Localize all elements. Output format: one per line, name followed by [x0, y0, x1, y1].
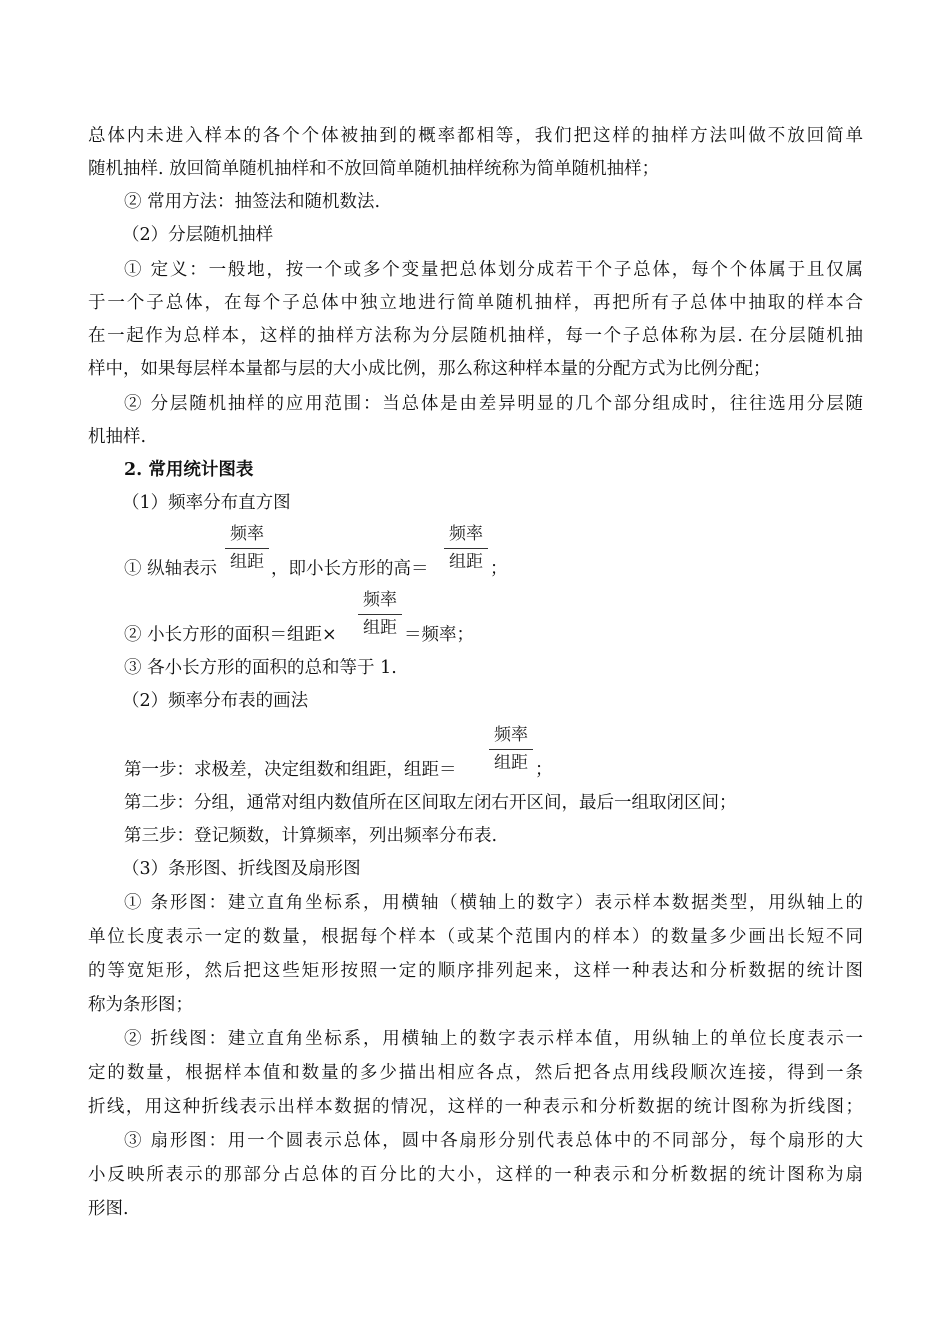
fraction-denominator: 组距	[230, 552, 264, 572]
paragraph-line: ② 折线图：建立直角坐标系，用横轴上的数字表示样本值，用纵轴上的单位长度表示一	[124, 1029, 863, 1049]
subheading-charts: （3）条形图、折线图及扇形图	[122, 859, 361, 879]
paragraph-line: ② 分层随机抽样的应用范围：当总体是由差异明显的几个部分组成时，往往选用分层随	[124, 394, 863, 414]
text-segment: 第一步：求极差，决定组数和组距，组距＝	[124, 760, 457, 780]
fraction-denominator: 组距	[494, 753, 528, 773]
paragraph-line: 单位长度表示一定的数量，根据每个样本（或某个范围内的样本）的数量多少画出长短不同	[88, 927, 863, 947]
fraction	[225, 523, 269, 573]
text-segment: ，即小长方形的高＝	[271, 559, 429, 579]
fraction-numerator: 频率	[225, 523, 269, 549]
fraction	[444, 523, 488, 573]
paragraph-line: ① 定义：一般地，按一个或多个变量把总体划分成若干个子总体，每个个体属于且仅属	[124, 260, 863, 280]
paragraph-line: 在一起作为总样本，这样的抽样方法称为分层随机抽样，每一个子总体称为层. 在分层随机抽	[88, 326, 863, 346]
paragraph-line: 折线，用这种折线表示出样本数据的情况，这样的一种表示和分析数据的统计图称为折线图；	[88, 1097, 863, 1117]
fraction	[489, 724, 533, 774]
fraction	[358, 589, 402, 639]
text-segment: ；	[535, 760, 553, 780]
fraction-denominator: 组距	[363, 618, 397, 638]
paragraph-line: ① 条形图：建立直角坐标系，用横轴（横轴上的数字）表示样本数据类型，用纵轴上的	[124, 893, 863, 913]
paragraph-line: 样中，如果每层样本量都与层的大小成比例，那么称这种样本量的分配方式为比例分配；	[88, 359, 771, 379]
paragraph-line: 机抽样.	[88, 427, 147, 447]
paragraph-line: 形图.	[88, 1199, 129, 1219]
fraction-numerator: 频率	[358, 589, 402, 615]
paragraph-line: 小反映所表示的那部分占总体的百分比的大小，这样的一种表示和分析数据的统计图称为扇	[88, 1165, 863, 1185]
text-segment: ② 小长方形的面积＝组距×	[124, 625, 337, 645]
subheading-table: （2）频率分布表的画法	[122, 691, 309, 711]
text-segment: ＝频率；	[404, 625, 474, 645]
fraction-denominator: 组距	[449, 552, 483, 572]
section-heading: 2. 常用统计图表	[124, 460, 254, 480]
paragraph-line: ③ 扇形图：用一个圆表示总体，圆中各扇形分别代表总体中的不同部分，每个扇形的大	[124, 1131, 863, 1151]
fraction-numerator: 频率	[444, 523, 488, 549]
subheading-stratified: （2）分层随机抽样	[122, 225, 274, 245]
step-line: 第三步：登记频数，计算频率，列出频率分布表.	[124, 826, 498, 846]
text-segment: ；	[490, 559, 508, 579]
paragraph-line: 随机抽样. 放回简单随机抽样和不放回简单随机抽样统称为简单随机抽样；	[88, 159, 660, 179]
fraction-numerator: 频率	[489, 724, 533, 750]
paragraph-line: 称为条形图；	[88, 995, 193, 1015]
paragraph-line: 于一个子总体，在每个子总体中独立地进行简单随机抽样，再把所有子总体中抽取的样本合	[88, 293, 863, 313]
subheading-histogram: （1）频率分布直方图	[122, 493, 291, 513]
paragraph-line: 总体内未进入样本的各个个体被抽到的概率都相等，我们把这样的抽样方法叫做不放回简单	[88, 126, 863, 146]
paragraph-line: 定的数量，根据样本值和数量的多少描出相应各点，然后把各点用线段顺次连接，得到一条	[88, 1063, 863, 1083]
paragraph-line: ③ 各小长方形的面积的总和等于 1.	[124, 658, 397, 678]
method-item: ② 常用方法：抽签法和随机数法.	[124, 192, 381, 212]
step-line: 第二步：分组，通常对组内数值所在区间取左闭右开区间，最后一组取闭区间；	[124, 793, 737, 813]
text-segment: ① 纵轴表示	[124, 559, 218, 579]
paragraph-line: 的等宽矩形，然后把这些矩形按照一定的顺序排列起来，这样一种表达和分析数据的统计图	[88, 961, 863, 981]
